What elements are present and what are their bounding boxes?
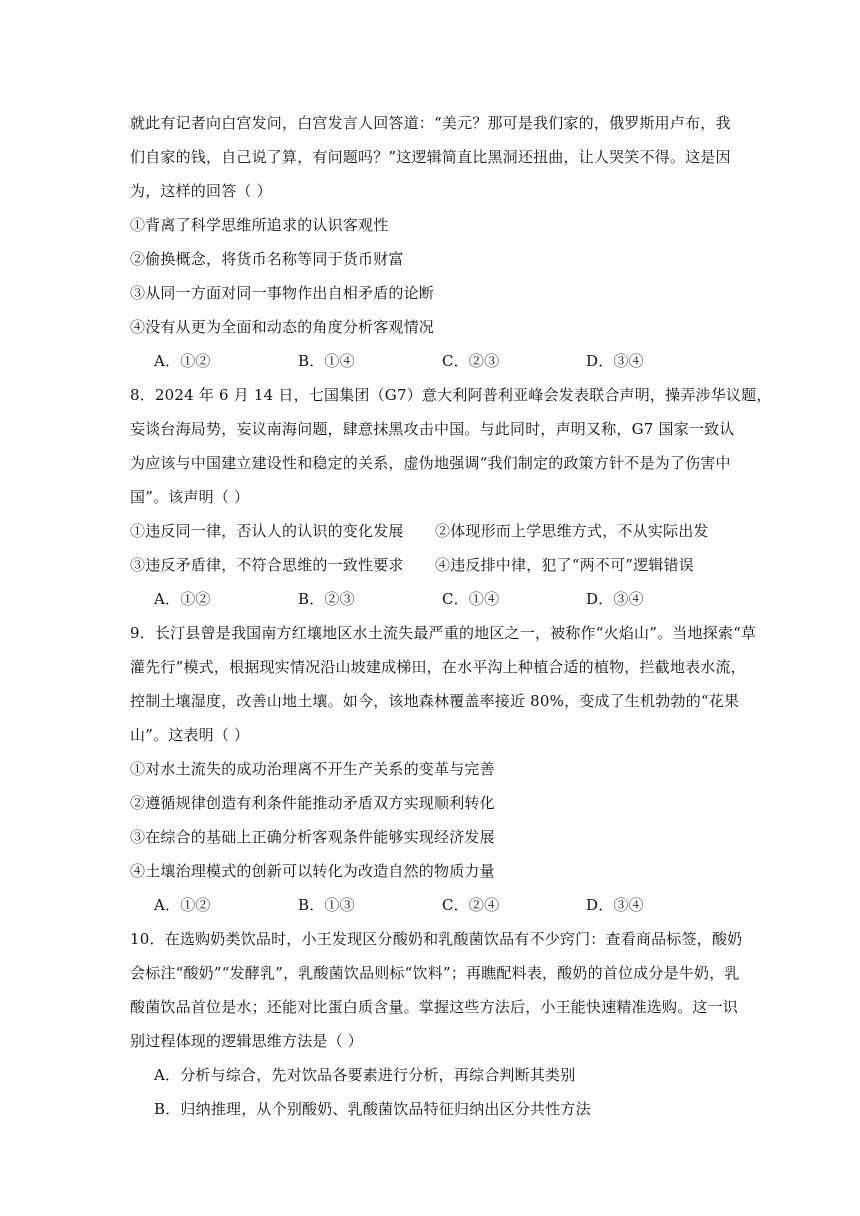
q8-item-1: ①违反同一律，否认人的认识的变化发展	[130, 522, 404, 540]
q10-stem-line-2: 会标注“酸奶”“发酵乳”，乳酸菌饮品则标“饮料”；再瞧配料表，酸奶的首位成分是牛奶，乳	[130, 964, 740, 982]
question-8	[130, 378, 772, 616]
q9-stem-line-1: 9．长汀县曾是我国南方红壤地区水土流失最严重的地区之一，被称作“火焰山”。当地探索“草	[130, 624, 757, 642]
q9-options	[130, 888, 730, 922]
q7-stem-line-2: 们自家的钱，自己说了算，有问题吗？”这逻辑简直比黑洞还扭曲，让人哭笑不得。这是因	[130, 148, 731, 166]
q7-item-3: ③从同一方面对同一事物作出自相矛盾的论断	[130, 284, 435, 302]
q8-item-2: ②体现形而上学思维方式，不从实际出发	[435, 522, 709, 540]
q7-option-d[interactable]: D．③④	[586, 352, 644, 370]
q7-option-c[interactable]: C．②③	[442, 352, 500, 370]
q7-item-2: ②偷换概念，将货币名称等同于货币财富	[130, 250, 404, 268]
q8-options	[130, 582, 730, 616]
q8-stem-line-2: 妄谈台海局势，妄议南海问题，肆意抹黑攻击中国。与此同时，声明又称，G7 国家一致认	[130, 420, 735, 438]
q8-option-a[interactable]: A．①②	[154, 590, 211, 608]
q7-option-a[interactable]: A．①②	[154, 352, 211, 370]
q7-options	[130, 344, 730, 378]
q8-option-d[interactable]: D．③④	[586, 590, 644, 608]
q9-stem-line-2: 灌先行”模式，根据现实情况沿山坡建成梯田，在水平沟上种植合适的植物，拦截地表水流，	[130, 658, 746, 676]
q10-option-b[interactable]: B．归纳推理，从个别酸奶、乳酸菌饮品特征归纳出区分共性方法	[154, 1100, 591, 1118]
q9-option-d[interactable]: D．③④	[586, 896, 644, 914]
q9-item-1: ①对水土流失的成功治理离不开生产关系的变革与完善	[130, 760, 495, 778]
q8-items-row-1	[130, 514, 730, 548]
q9-item-3: ③在综合的基础上正确分析客观条件能够实现经济发展	[130, 828, 495, 846]
question-9	[130, 616, 757, 922]
q8-stem-line-4: 国”。该声明（ ）	[130, 488, 250, 506]
q8-item-4: ④违反排中律，犯了“两不可”逻辑错误	[435, 556, 694, 574]
question-7	[130, 106, 730, 378]
q8-items-row-2	[130, 548, 730, 582]
q10-stem-line-1: 10．在选购奶类饮品时，小王发现区分酸奶和乳酸菌饮品有不少窍门：查看商品标签，酸奶	[130, 930, 743, 948]
q10-option-a[interactable]: A．分析与综合，先对饮品各要素进行分析，再综合判断其类别	[154, 1066, 576, 1084]
q8-option-c[interactable]: C．①④	[442, 590, 500, 608]
q7-stem-line-1: 就此有记者向白宫发问，白宫发言人回答道：“美元？那可是我们家的，俄罗斯用卢布，我	[130, 114, 731, 132]
q9-option-b[interactable]: B．①③	[298, 896, 355, 914]
q7-item-1: ①背离了科学思维所追求的认识客观性	[130, 216, 389, 234]
q8-stem-line-3: 为应该与中国建立建设性和稳定的关系，虚伪地强调“我们制定的政策方针不是为了伤害中	[130, 454, 731, 472]
q8-stem-line-1: 8．2024 年 6 月 14 日，七国集团（G7）意大利阿普利亚峰会发表联合声明，操弄涉华议题，	[130, 386, 772, 404]
q7-stem-line-3: 为，这样的回答（ ）	[130, 182, 272, 200]
q9-option-a[interactable]: A．①②	[154, 896, 211, 914]
q7-option-b[interactable]: B．①④	[298, 352, 355, 370]
q9-option-c[interactable]: C．②④	[442, 896, 500, 914]
q9-item-2: ②遵循规律创造有利条件能推动矛盾双方实现顺利转化	[130, 794, 495, 812]
q7-item-4: ④没有从更为全面和动态的角度分析客观情况	[130, 318, 435, 336]
q8-option-b[interactable]: B．②③	[298, 590, 355, 608]
q10-stem-line-4: 别过程体现的逻辑思维方法是（ ）	[130, 1032, 363, 1050]
q9-stem-line-3: 控制土壤湿度，改善山地土壤。如今，该地森林覆盖率接近 80%，变成了生机勃勃的“花果	[130, 692, 740, 710]
q9-stem-line-4: 山”。这表明（ ）	[130, 726, 250, 744]
q9-item-4: ④土壤治理模式的创新可以转化为改造自然的物质力量	[130, 862, 495, 880]
question-10	[130, 922, 743, 1126]
q8-item-3: ③违反矛盾律，不符合思维的一致性要求	[130, 556, 404, 574]
question-content	[130, 106, 772, 1126]
q10-stem-line-3: 酸菌饮品首位是水；还能对比蛋白质含量。掌握这些方法后，小王能快速精准选购。这一识	[130, 998, 739, 1016]
